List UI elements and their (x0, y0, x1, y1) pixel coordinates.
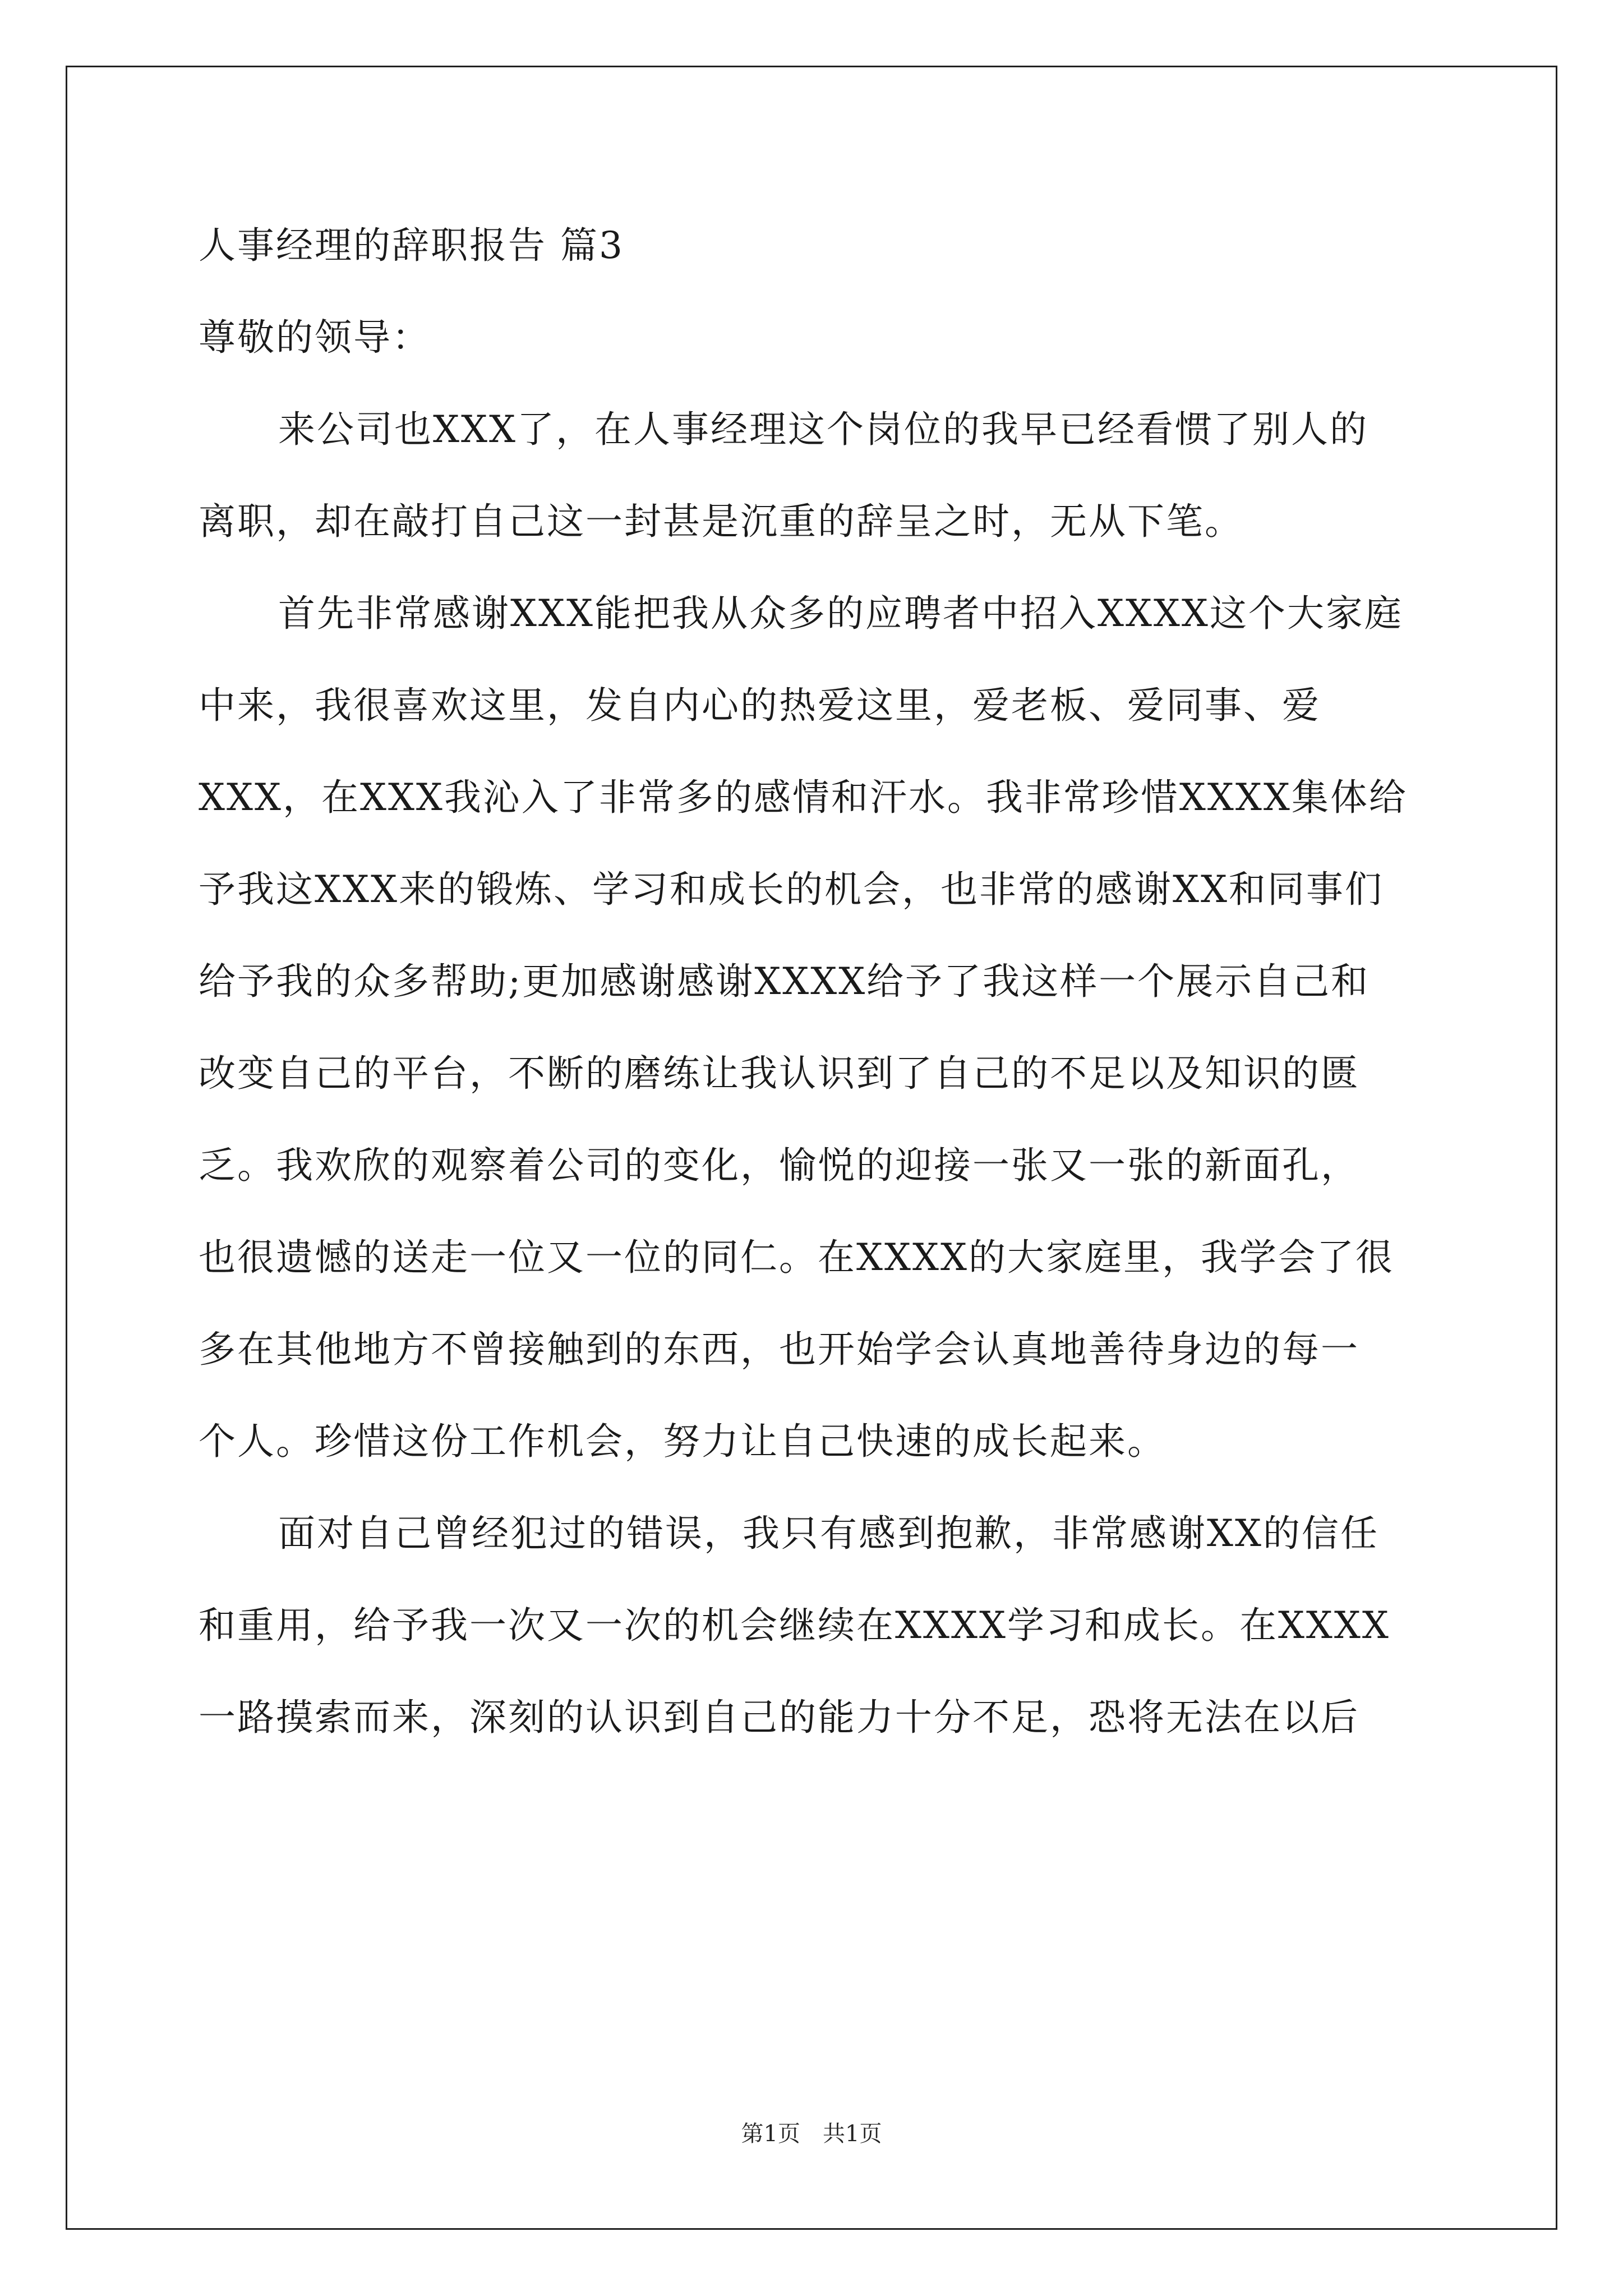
paragraph-line: 乏。我欢欣的观察着公司的变化，愉悦的迎接一张又一张的新面孔， (199, 1144, 1359, 1187)
paragraph-1 (199, 407, 1432, 544)
paragraph-3 (199, 1511, 1432, 1740)
paragraph-line: 多在其他地方不曾接触到的东西，也开始学会认真地善待身边的每一 (199, 1328, 1359, 1371)
document-body (199, 223, 1432, 1787)
paragraph-line: 也很遗憾的送走一位又一位的同仁。在XXXX的大家庭里，我学会了很 (199, 1236, 1394, 1279)
document-title: 人事经理的辞职报告 篇3 (199, 224, 624, 267)
paragraph-line: 改变自己的平台，不断的磨练让我认识到了自己的不足以及知识的匮 (199, 1052, 1359, 1095)
paragraph-line: 离职，却在敲打自己这一封甚是沉重的辞呈之时，无从下笔。 (199, 500, 1243, 543)
page-footer: 第1页 共1页 (741, 2121, 882, 2147)
paragraph-line: 和重用，给予我一次又一次的机会继续在XXXX学习和成长。在XXXX (199, 1604, 1390, 1647)
paragraph-line: 一路摸索而来，深刻的认识到自己的能力十分不足，恐将无法在以后 (199, 1696, 1359, 1739)
paragraph-line: 面对自己曾经犯过的错误，我只有感到抱歉，非常感谢XX的信任 (278, 1512, 1379, 1555)
salutation: 尊敬的领导： (199, 316, 431, 359)
paragraph-line: 个人。珍惜这份工作机会，努力让自己快速的成长起来。 (199, 1420, 1166, 1463)
paragraph-line: 首先非常感谢XXX能把我从众多的应聘者中招入XXXX这个大家庭 (278, 592, 1403, 635)
paragraph-2 (199, 591, 1432, 1464)
paragraph-line: 来公司也XXX了，在人事经理这个岗位的我早已经看惯了别人的 (278, 408, 1368, 451)
paragraph-line: 予我这XXX来的锻炼、学习和成长的机会，也非常的感谢XX和同事们 (199, 868, 1384, 911)
paragraph-line: XXX，在XXX我沁入了非常多的感情和汗水。我非常珍惜XXXX集体给 (199, 776, 1408, 819)
paragraph-line: 给予我的众多帮助;更加感谢感谢XXXX给予了我这样一个展示自己和 (199, 960, 1370, 1003)
paragraph-line: 中来，我很喜欢这里，发自内心的热爱这里，爱老板、爱同事、爱 (199, 684, 1321, 727)
